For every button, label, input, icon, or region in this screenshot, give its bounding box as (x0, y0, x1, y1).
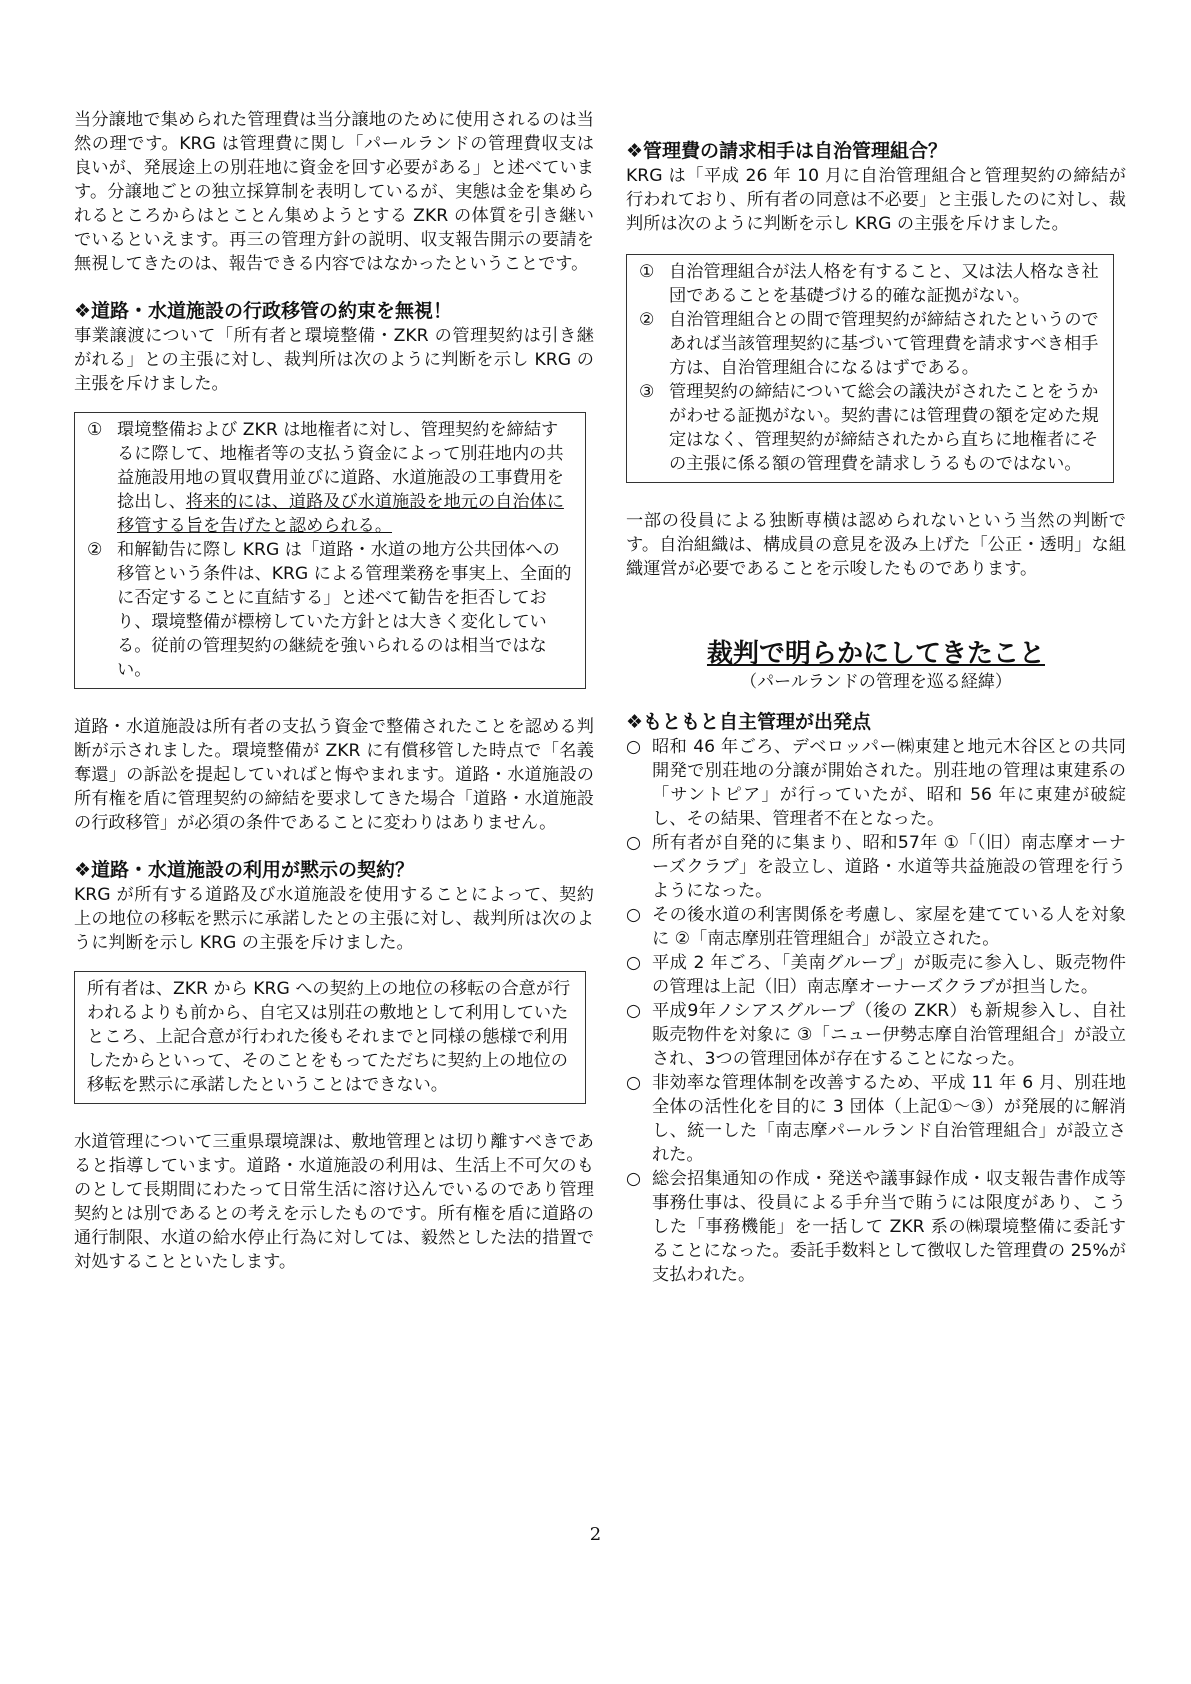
item-mark: ① (639, 262, 655, 282)
court-judgment-box-3 (626, 254, 1114, 483)
list-item (626, 903, 1126, 951)
judgment-item-1 (639, 260, 1101, 308)
bullet-mark: ○ (626, 1073, 641, 1093)
item-mark: ③ (639, 382, 655, 402)
list-item (626, 1167, 1126, 1287)
billing-party-text: KRG は「平成 26 年 10 月に自治管理組合と管理契約の締結が行われており、所有者の同意は不必要」と主張したのに対し、裁判所は次のように判断を示し KRG の主張を斥けました。 (626, 166, 1126, 234)
judgment-item-underlined-text: 将来的には、道路及び水道施設を地元の自治体に移管する旨を告げたと認められる。 (117, 492, 564, 536)
bullet-mark: ○ (626, 905, 641, 925)
list-item (626, 735, 1126, 831)
billing-after-paragraph: 一部の役員による独断専横は認められないという当然の判断です。自治組織は、構成員の意見を汲み上げた「公正・透明」な組織運営が必要であることを示唆したものであります。 (626, 511, 1126, 579)
judgment-item-text: 環境整備および ZKR は地権者に対し、管理契約を締結するに際して、地権者等の支払う資金によって別荘地内の共益施設用地の買収費用並びに道路、水道施設の工事費用を捻出し、 (117, 420, 564, 512)
item-mark: ② (639, 310, 655, 330)
bullet-mark: ○ (626, 1001, 641, 1021)
heading-implied-contract: ❖道路・水道施設の利用が黙示の契約？ (74, 859, 415, 881)
page-number: 2 (589, 1524, 602, 1545)
bullet-mark: ○ (626, 953, 641, 973)
bullet-text: 昭和 46 年ごろ、デベロッパー㈱東建と地元木谷区との共同開発で別荘地の分譲が開始された。別荘地の管理は東建系の「サントピア」が行っていたが、昭和 56 年に東建が破綻し、その結果、管理者不在となった。 (652, 737, 1126, 829)
court-judgment-box-2 (74, 971, 586, 1104)
judgment-item-2 (639, 308, 1101, 380)
section-subtitle: （パールランドの管理を巡る経緯） (740, 672, 1012, 692)
judgment-item-text: 自治管理組合との間で管理契約が締結されたというのであれば当該管理契約に基づいて管理費を請求すべき相手方は、自治管理組合になるはずである。 (669, 310, 1099, 378)
heading-road-water-transfer: ❖道路・水道施設の行政移管の約束を無視！ (74, 300, 453, 322)
road-water-transfer-text: 事業譲渡について「所有者と環境整備・ZKR の管理契約は引き継がれる」との主張に対し、裁判所は次のように判断を示し KRG の主張を斥けました。 (74, 326, 594, 394)
intro-paragraph: 当分譲地で集められた管理費は当分譲地のために使用されるのは当然の理です。KRG は管理費に関し「パールランドの管理費収支は良いが、発展途上の別荘地に資金を回す必要がある」と述べています。分譲地ごとの独立採算制を表明しているが、実態は金を集められるところからはとことん集めようとする ZKR の体質を引き継いでいるといえます。再三の管理方針の説明、収支報告開示の要請を無視してきたのは、報告できる内容ではなかったということです。 (74, 110, 594, 274)
judgment-item-2 (87, 538, 573, 682)
bullet-text: 平成 2 年ごろ、「美南グループ」が販売に参入し、販売物件の管理は上記（旧）南志摩オーナーズクラブが担当した。 (652, 953, 1126, 997)
history-bullet-list (626, 735, 1126, 1287)
item-mark: ② (87, 540, 103, 560)
bullet-mark: ○ (626, 737, 641, 757)
list-item (626, 831, 1126, 903)
judgment-box-text: 所有者は、ZKR から KRG への契約上の地位の移転の合意が行われるよりも前から、自宅又は別荘の敷地として利用していたところ、上記合意が行われた後もそれまでと同様の態様で利用したからといって、そのことをもってただちに契約上の地位の移転を黙示に承諾したということはできない。 (87, 979, 571, 1095)
bullet-text: その後水道の利害関係を考慮し、家屋を建てている人を対象に ②「南志摩別荘管理組合」が設立された。 (652, 905, 1126, 949)
bullet-text: 総会招集通知の作成・発送や議事録作成・収支報告書作成等事務仕事は、役員による手弁当で賄うには限度があり、こうした「事務機能」を一括して ZKR 系の㈱環境整備に委託することになった。委託手数料として徴収した管理費の 25%が支払われた。 (652, 1169, 1126, 1285)
heading-billing-party: ❖管理費の請求相手は自治管理組合？ (626, 140, 948, 162)
judgment-item-3 (639, 380, 1101, 476)
item-mark: ① (87, 420, 103, 440)
right-column (626, 138, 1126, 1287)
judgment-item-text: 自治管理組合が法人格を有すること、又は法人格なき社団であることを基礎づける的確な証拠がない。 (669, 262, 1099, 306)
bullet-mark: ○ (626, 833, 641, 853)
list-item (626, 999, 1126, 1071)
list-item (626, 1071, 1126, 1167)
bullet-text: 非効率な管理体制を改善するため、平成 11 年 6 月、別荘地全体の活性化を目的に 3 団体（上記①～③）が発展的に解消し、統一した「南志摩パールランド自治管理組合」が設立された。 (652, 1073, 1126, 1165)
bullet-text: 平成9年ノシアスグループ（後の ZKR）も新規参入し、自社販売物件を対象に ③「ニュー伊勢志摩自治管理組合」が設立され、3つの管理団体が存在することになった。 (652, 1001, 1126, 1069)
judgment-item-text: 和解勧告に際し KRG は「道路・水道の地方公共団体への移管という条件は、KRG による管理業務を事実上、全面的に否定することに直結する」と述べて勧告を拒否しており、環境整備が標榜していた方針とは大きく変化している。従前の管理契約の継続を強いられるのは相当ではない。 (117, 540, 572, 680)
implied-contract-text: KRG が所有する道路及び水道施設を使用することによって、契約上の地位の移転を黙示に承諾したとの主張に対し、裁判所は次のように判断を示し KRG の主張を斥けました。 (74, 885, 594, 953)
road-water-after-paragraph: 道路・水道施設は所有者の支払う資金で整備されたことを認める判断が示されました。環境整備が ZKR に有償移管した時点で「名義奪還」の訴訟を提起していればと悔やまれます。道路・水道施設の所有権を盾に管理契約の締結を要求してきた場合「道路・水道施設の行政移管」が必須の条件であることに変わりはありません。 (74, 717, 594, 833)
bullet-text: 所有者が自発的に集まり、昭和57年 ①「（旧）南志摩オーナーズクラブ」を設立し、道路・水道等共益施設の管理を行うようになった。 (652, 833, 1126, 901)
heading-self-management-origin: ❖もともと自主管理が出発点 (626, 711, 872, 733)
left-column (74, 108, 594, 1274)
bullet-mark: ○ (626, 1169, 641, 1189)
court-judgment-box-1 (74, 412, 586, 689)
section-title: 裁判で明らかにしてきたこと (706, 639, 1045, 669)
judgment-item-1 (87, 418, 573, 538)
list-item (626, 951, 1126, 999)
judgment-item-text: 管理契約の締結について総会の議決がされたことをうかがわせる証拠がない。契約書には管理費の額を定めた規定はなく、管理契約が締結されたから直ちに地権者にその主張に係る額の管理費を請求しうるものではない。 (669, 382, 1099, 474)
water-management-paragraph: 水道管理について三重県環境課は、敷地管理とは切り離すべきであると指導しています。道路・水道施設の利用は、生活上不可欠のものとして長期間にわたって日常生活に溶け込んでいるのであり管理契約とは別であるとの考えを示したものです。所有権を盾に道路の通行制限、水道の給水停止行為に対しては、毅然とした法的措置で対処することといたします。 (74, 1132, 594, 1272)
